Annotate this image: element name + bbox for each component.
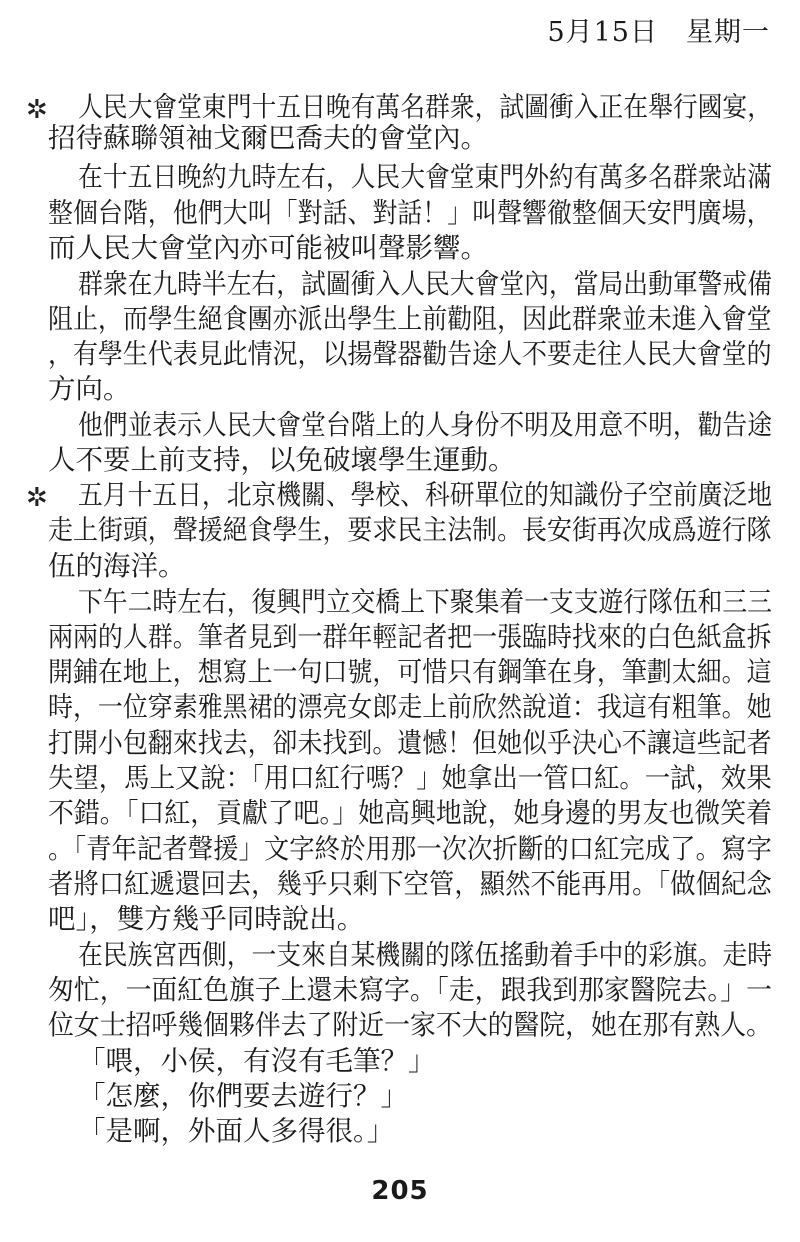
text-line: 在民族宮西側，一支來自某機關的隊伍搖動着手中的彩旗。走時 bbox=[78, 939, 772, 971]
text-line: 不錯。「口紅，貢獻了吧。」她高興地說，她身邊的男友也微笑着 bbox=[48, 797, 772, 829]
dialogue-line: 「是啊，外面人多得很。」 bbox=[78, 1115, 395, 1147]
text-line: 下午二時左右，復興門立交橋上下聚集着一支支遊行隊伍和三三 bbox=[78, 586, 772, 618]
text-line: 阻止，而學生絕食團亦派出學生上前勸阻，因此群衆並未進入會堂 bbox=[48, 303, 772, 335]
text-line: 者將口紅遞還回去，幾乎只剩下空管，顯然不能再用。「做個紀念 bbox=[48, 868, 772, 900]
text-line: 失望，馬上又說：「用口紅行嗎？」她拿出一管口紅。一試，效果 bbox=[48, 762, 772, 794]
text-line: ，有學生代表見此情況，以揚聲器勸告途人不要走往人民大會堂的 bbox=[48, 338, 772, 370]
dialogue-line: 「怎麼，你們要去遊行？」 bbox=[78, 1080, 408, 1112]
text-line: 而人民大會堂內亦可能被叫聲影響。 bbox=[48, 232, 488, 264]
text-line: 群衆在九時半左右，試圖衝入人民大會堂內，當局出動軍警戒備 bbox=[78, 268, 772, 300]
text-line: 開鋪在地上，想寫上一句口號，可惜只有鋼筆在身，筆劃太細。這 bbox=[48, 656, 772, 688]
asterisk-bullet-icon: ✲ bbox=[26, 95, 48, 125]
text-line: 在十五日晚約九時左右，人民大會堂東門外約有萬多名群衆站滿 bbox=[78, 161, 772, 193]
text-line: 吧」，雙方幾乎同時說出。 bbox=[48, 903, 365, 935]
text-line: 兩兩的人群。筆者見到一群年輕記者把一張臨時找來的白色紙盒拆 bbox=[48, 621, 772, 653]
text-line: 整個台階，他們大叫「對話、對話！」叫聲響徹整個天安門廣場， bbox=[48, 197, 772, 229]
text-line: 招待蘇聯領袖戈爾巴喬夫的會堂內。 bbox=[48, 122, 488, 154]
text-line: 人民大會堂東門十五日晚有萬名群衆，試圖衝入正在舉行國宴， bbox=[78, 91, 772, 123]
asterisk-bullet-icon: ✲ bbox=[26, 483, 48, 513]
text-line: 伍的海洋。 bbox=[48, 550, 186, 582]
page-number: 205 bbox=[371, 1176, 429, 1206]
text-line: 。「青年記者聲援」文字終於用那一次次折斷的口紅完成了。寫字 bbox=[48, 833, 772, 865]
text-line: 五月十五日，北京機關、學校、科研單位的知識份子空前廣泛地 bbox=[78, 479, 772, 511]
text-line: 他們並表示人民大會堂台階上的人身份不明及用意不明，勸告途 bbox=[78, 409, 772, 441]
text-line: 人不要上前支持，以免破壞學生運動。 bbox=[48, 444, 516, 476]
text-line: 匆忙，一面紅色旗子上還未寫字。「走，跟我到那家醫院去。」一 bbox=[48, 974, 772, 1006]
text-line: 打開小包翻來找去，卻未找到。遺憾！但她似乎決心不讓這些記者 bbox=[48, 727, 772, 759]
text-line: 位女士招呼幾個夥伴去了附近一家不大的醫院，她在那有熟人。 bbox=[48, 1009, 772, 1041]
date-header: 5月15日 星期一 bbox=[547, 17, 770, 48]
text-line: 方向。 bbox=[48, 373, 131, 405]
text-line: 走上街頭，聲援絕食學生，要求民主法制。長安街再次成爲遊行隊 bbox=[48, 514, 772, 546]
text-line: 時，一位穿素雅黑裙的漂亮女郎走上前欣然說道：我這有粗筆。她 bbox=[48, 691, 772, 723]
dialogue-line: 「喂，小侯，有沒有毛筆？」 bbox=[78, 1045, 436, 1077]
